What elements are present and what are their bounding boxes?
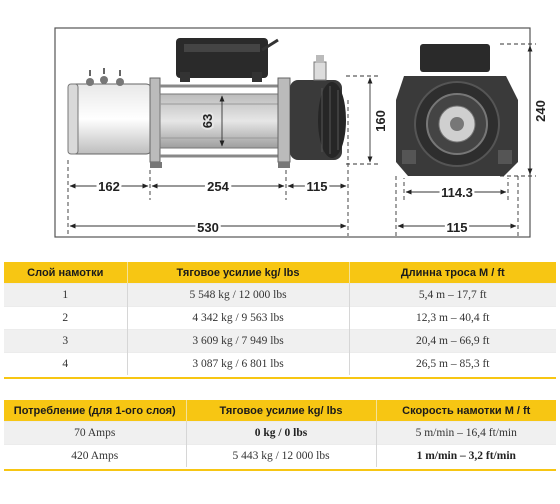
dim-side-height: 160 (373, 110, 388, 132)
gearbox (290, 55, 346, 160)
rope-length: 12,3 m – 40,4 ft (349, 307, 556, 330)
pull-force: 5 548 kg / 12 000 lbs (127, 284, 349, 307)
header-consumption: Потребление (для 1-ого слоя) (4, 400, 186, 422)
layer-number: 3 (4, 330, 127, 353)
dim-end-width: 115 (446, 220, 468, 235)
power-spec-table (4, 400, 556, 467)
winch-side-view (68, 38, 346, 168)
pull-force: 5 443 kg / 12 000 lbs (186, 445, 376, 468)
power-table-header (4, 400, 556, 422)
rope-length: 5,4 m – 17,7 ft (349, 284, 556, 307)
pull-force: 0 kg / 0 lbs (186, 422, 376, 445)
header-pull-force: Тяговое усилие kg/ lbs (186, 400, 376, 422)
header-layer: Слой намотки (4, 262, 127, 284)
drum (160, 94, 280, 148)
table-row (4, 353, 556, 376)
rope-length: 26,5 m – 85,3 ft (349, 353, 556, 376)
layers-spec-table (4, 262, 556, 375)
dim-gearbox-length: 115 (306, 179, 328, 194)
layers-table-header (4, 262, 556, 284)
winding-speed: 5 m/min – 16,4 ft/min (376, 422, 556, 445)
header-winding-speed: Скорость намотки М / ft (376, 400, 556, 422)
header-pull-force: Тяговое усилие kg/ lbs (127, 262, 349, 284)
header-rope-length: Длинна троса М / ft (349, 262, 556, 284)
rope-length: 20,4 m – 66,9 ft (349, 330, 556, 353)
pull-force: 3 609 kg / 7 949 lbs (127, 330, 349, 353)
table-row (4, 422, 556, 445)
pull-force: 4 342 kg / 9 563 lbs (127, 307, 349, 330)
dim-motor-length: 162 (98, 179, 120, 194)
dim-mount-width: 114.3 (441, 185, 473, 200)
layer-number: 2 (4, 307, 127, 330)
layer-number: 1 (4, 284, 127, 307)
winding-speed: 1 m/min – 3,2 ft/min (376, 445, 556, 468)
layers-table-bottom-rule (4, 377, 556, 379)
winch-technical-drawing (0, 0, 560, 250)
current-draw: 70 Amps (4, 422, 186, 445)
current-draw: 420 Amps (4, 445, 186, 468)
table-row (4, 445, 556, 468)
winch-end-view (396, 44, 518, 176)
dim-drum-length: 254 (207, 179, 229, 194)
pull-force: 3 087 kg / 6 801 lbs (127, 353, 349, 376)
layer-number: 4 (4, 353, 127, 376)
motor (68, 68, 152, 154)
power-table-bottom-rule (4, 469, 556, 471)
end-control-box (420, 44, 490, 72)
dim-end-height: 240 (533, 100, 548, 122)
table-row (4, 330, 556, 353)
dim-drum-diameter: 63 (200, 113, 215, 129)
table-row (4, 284, 556, 307)
dim-overall-length: 530 (197, 220, 219, 235)
table-row (4, 307, 556, 330)
